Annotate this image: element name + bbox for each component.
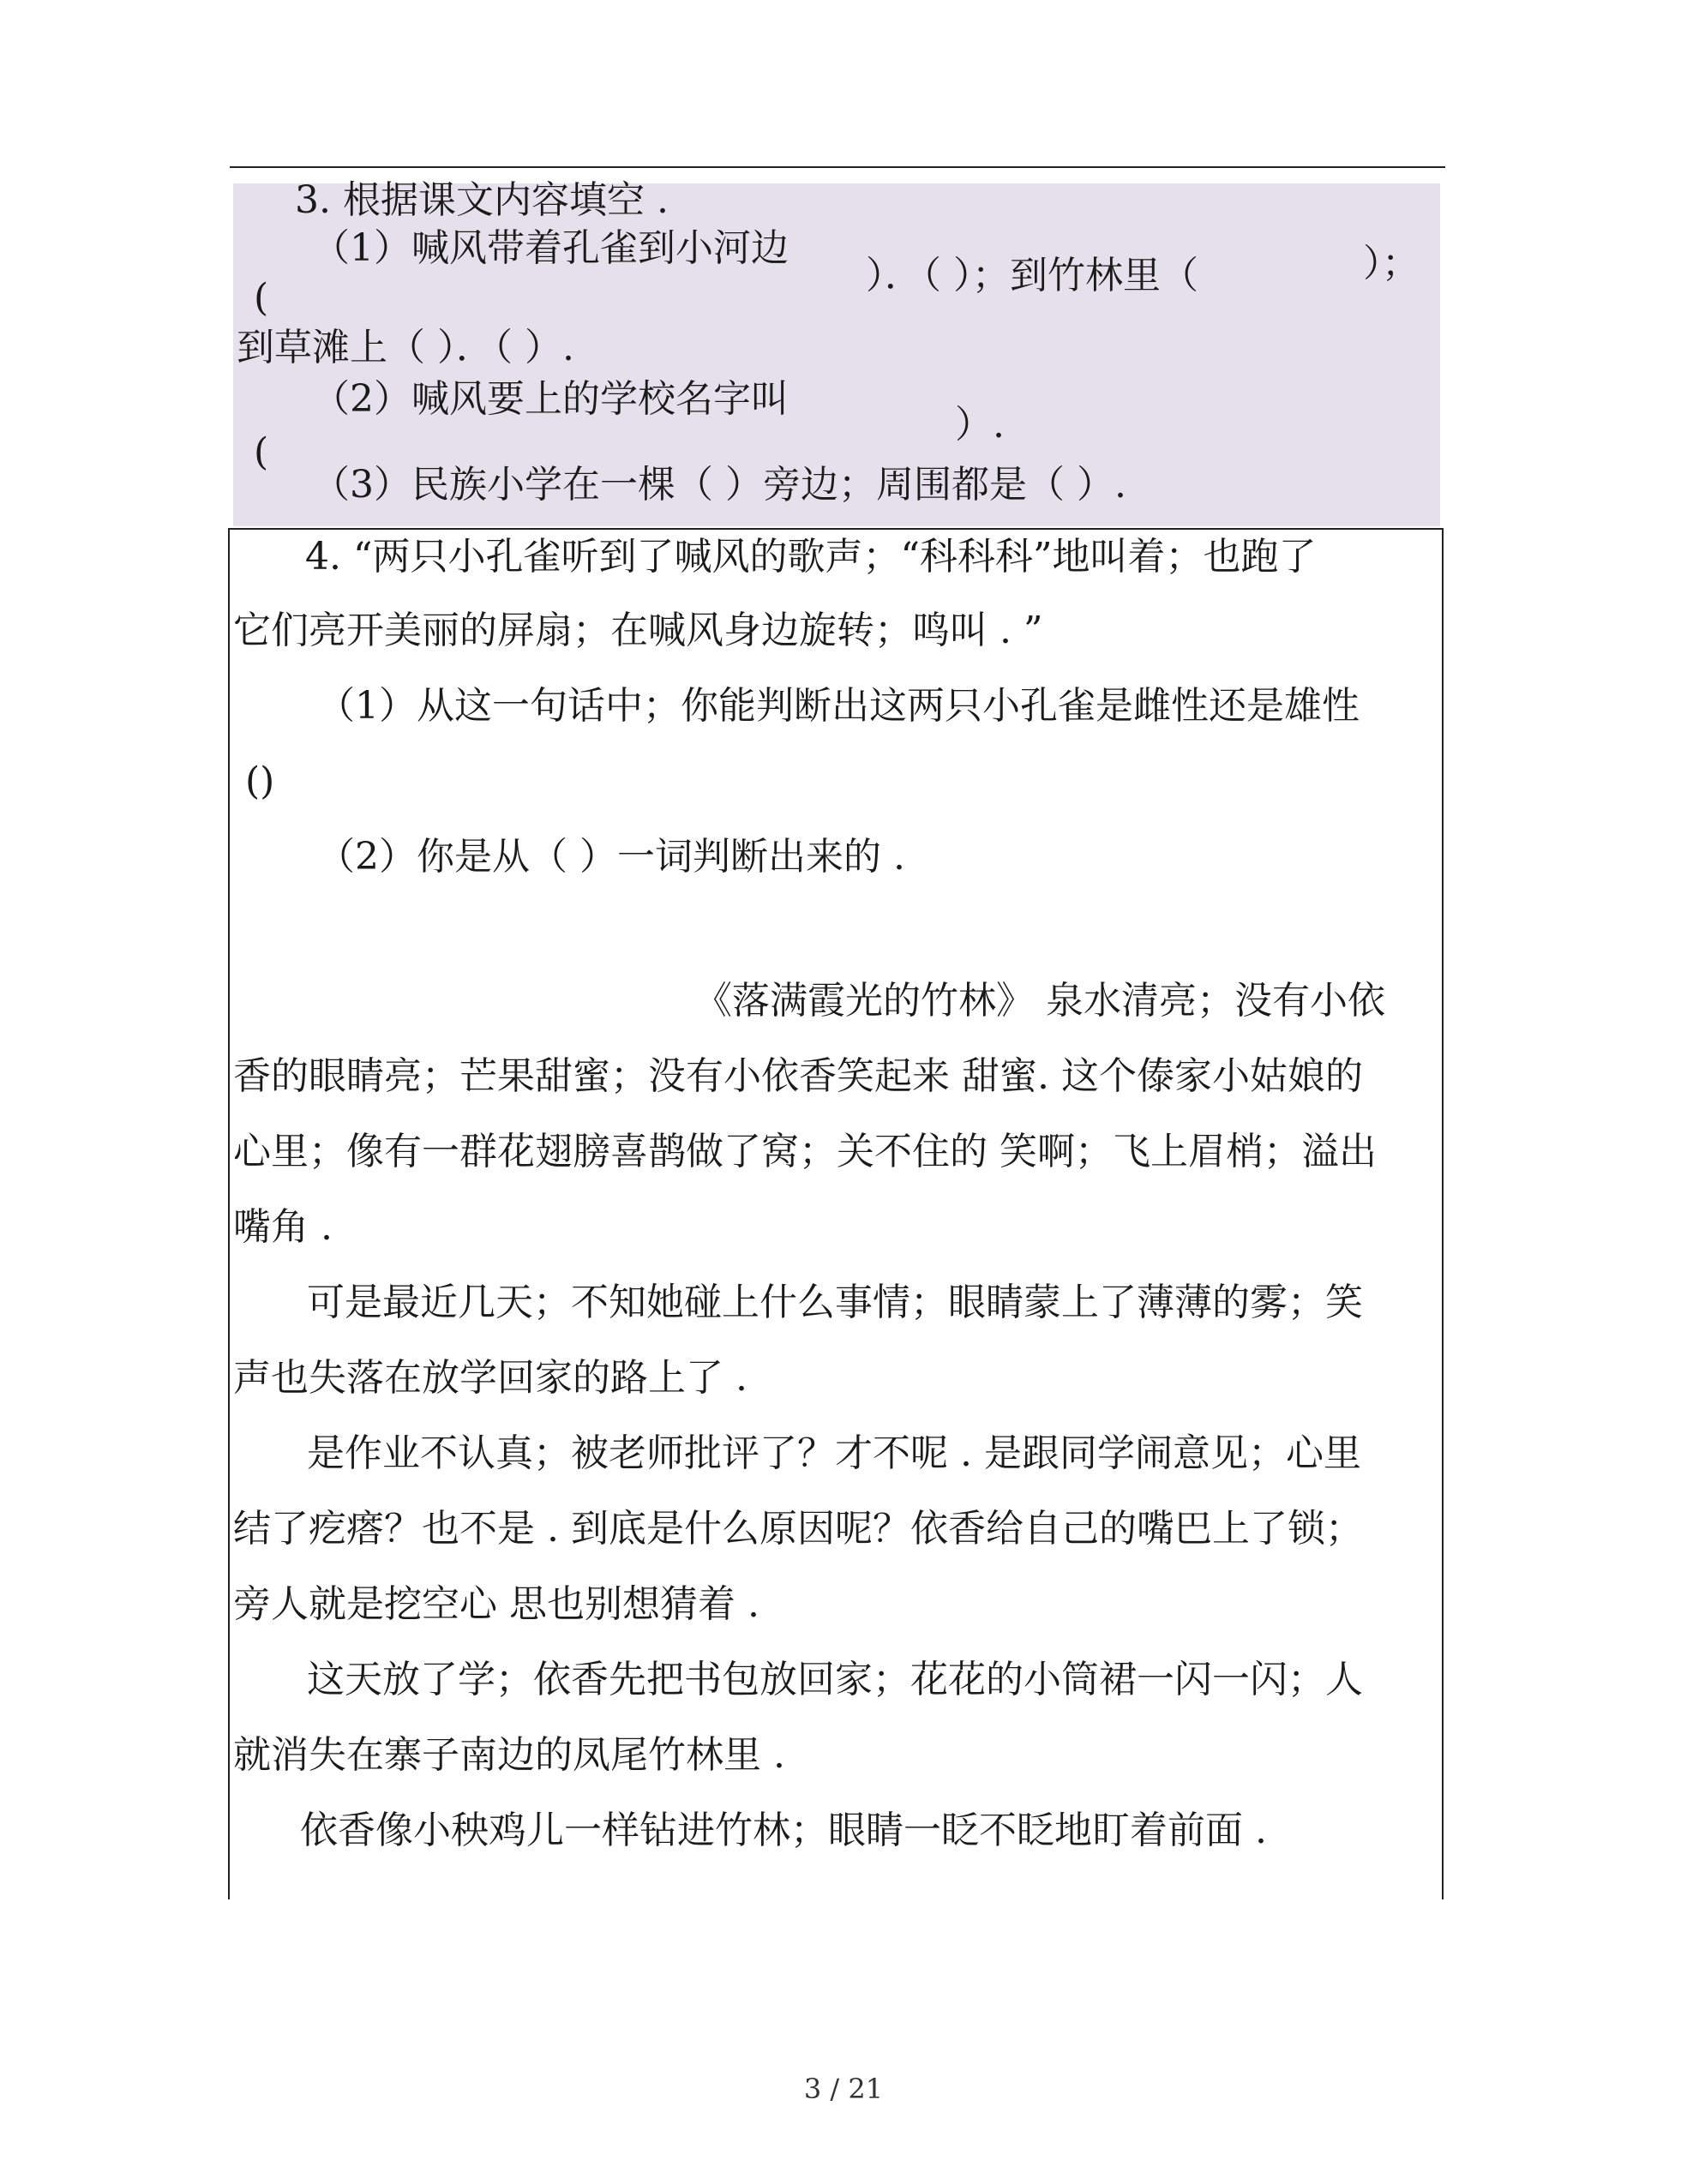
passage-line: 就消失在寨子南边的凤尾竹林里 . — [233, 1733, 785, 1777]
section-3-q2-part-b: ）. — [955, 403, 1005, 447]
section-3-title: 3. 根据课文内容填空 . — [295, 178, 669, 222]
section-3-q1-part-a: （1）喊风带着孔雀到小河边 — [312, 226, 789, 270]
section-3-q2-open-paren: ( — [254, 430, 269, 474]
passage-line: 是作业不认真；被老师批评了？才不呢 . 是跟同学闹意见；心里 — [307, 1431, 1361, 1475]
section-3-q1-open-paren: ( — [254, 276, 269, 320]
passage-line: 声也失落在放学回家的路上了 . — [233, 1356, 747, 1400]
section-4-q1-blank: () — [245, 759, 275, 803]
page-number: 3 / 21 — [803, 2073, 884, 2105]
passage-line: 心里；像有一群花翅膀喜鹊做了窝；关不住的 笑啊；飞上眉梢；溢出 — [233, 1130, 1377, 1173]
top-rule — [230, 166, 1445, 168]
section-3-q2-part-a: （2）喊风要上的学校名字叫 — [312, 377, 789, 421]
section-4-line-1: 4. “两只小孔雀听到了喊风的歌声；“科科科”地叫着；也跑了 — [305, 535, 1317, 579]
section-4-line-2: 它们亮开美丽的屏扇；在喊风身边旋转；鸣叫 . ” — [233, 609, 1043, 652]
passage-line: 结了疙瘩？也不是 . 到底是什么原因呢？依香给自己的嘴巴上了锁； — [233, 1507, 1363, 1551]
section-3-q1-part-b: ）．（ ）；到竹林里（ — [866, 254, 1198, 297]
passage-line: 香的眼睛亮；芒果甜蜜；没有小依香笑起来 甜蜜. 这个傣家小姑娘的 — [233, 1054, 1363, 1098]
passage-line: 嘴角 . — [233, 1205, 333, 1249]
section-3-q1-part-c: ）； — [1363, 242, 1420, 285]
section-3-q3: （3）民族小学在一棵（ ）旁边；周围都是（ ）. — [312, 463, 1126, 507]
section-3-q1-part-d: 到草滩上（ ）．（ ）. — [237, 326, 574, 369]
passage-title-line: 《落满霞光的竹林》 泉水清亮；没有小依 — [694, 979, 1385, 1023]
passage-line: 依香像小秧鸡儿一样钻进竹林；眼睛一眨不眨地盯着前面 . — [300, 1809, 1267, 1852]
passage-line: 这天放了学；依香先把书包放回家；花花的小筒裙一闪一闪；人 — [307, 1658, 1363, 1701]
passage-line: 旁人就是挖空心 思也别想猜着 . — [233, 1582, 759, 1626]
passage-line: 可是最近几天；不知她碰上什么事情；眼睛蒙上了薄薄的雾；笑 — [307, 1281, 1363, 1324]
section-4-q1: （1）从这一句话中；你能判断出这两只小孔雀是雌性还是雄性 — [317, 684, 1360, 728]
section-4-q2: （2）你是从（ ）一词判断出来的 . — [317, 835, 905, 879]
